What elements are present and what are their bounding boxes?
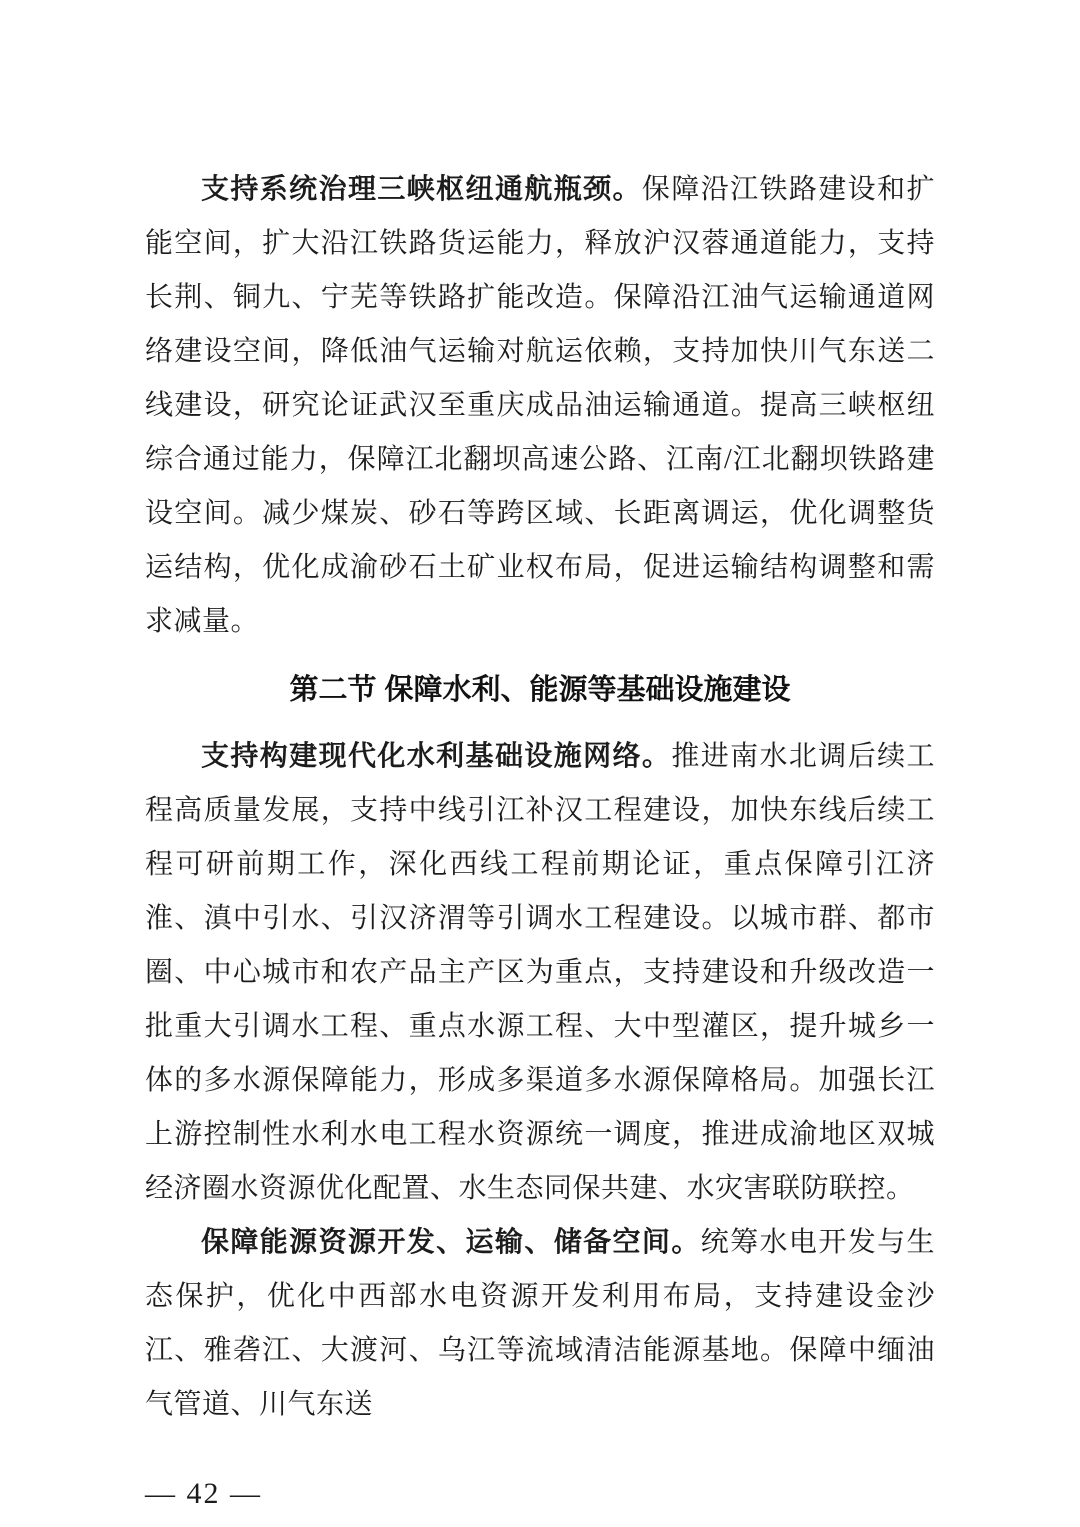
paragraph-body-text: 推进南水北调后续工程高质量发展，支持中线引江补汉工程建设，加快东线后续工程可研前期工作，深化西线工程前期论证，重点保障引江济淮、滇中引水、引汉济渭等引调水工程建设。以城市群、都市圈、中心城市和农产品主产区为重点，支持建设和升级改造一批重大引调水工程、重点水源工程、大中型灌区，提升城乡一体的多水源保障能力，形成多渠道多水源保障格局。加强长江上游控制性水利水电工程水资源统一调度，推进成渝地区双城经济圈水资源优化配置、水生态同保共建、水灾害联防联控。 (145, 741, 935, 1204)
paragraph-lead-sentence: 支持系统治理三峡枢纽通航瓶颈。 (201, 174, 642, 205)
paragraph-energy-resources (145, 1216, 935, 1432)
paragraph-transport-hub (145, 163, 935, 649)
paragraph-water-infrastructure (145, 730, 935, 1216)
section-heading: 第二节 保障水利、能源等基础设施建设 (289, 674, 791, 706)
page-number: — 42 — (145, 1477, 262, 1510)
paragraph-body-text: 统筹水电开发与生态保护，优化中西部水电资源开发利用布局，支持建设金沙江、雅砻江、大渡河、乌江等流域清洁能源基地。保障中缅油气管道、川气东送 (145, 1227, 935, 1420)
document-content (145, 0, 935, 1432)
paragraph-lead-sentence: 保障能源资源开发、运输、储备空间。 (201, 1227, 701, 1258)
paragraph-lead-sentence: 支持构建现代化水利基础设施网络。 (201, 741, 672, 772)
paragraph-body-text: 保障沿江铁路建设和扩能空间，扩大沿江铁路货运能力，释放沪汉蓉通道能力，支持长荆、铜九、宁芜等铁路扩能改造。保障沿江油气运输通道网络建设空间，降低油气运输对航运依赖，支持加快川气东送二线建设，研究论证武汉至重庆成品油运输通道。提高三峡枢纽综合通过能力，保障江北翻坝高速公路、江南/江北翻坝铁路建设空间。减少煤炭、砂石等跨区域、长距离调运，优化调整货运结构，优化成渝砂石土矿业权布局，促进运输结构调整和需求减量。 (145, 174, 935, 637)
